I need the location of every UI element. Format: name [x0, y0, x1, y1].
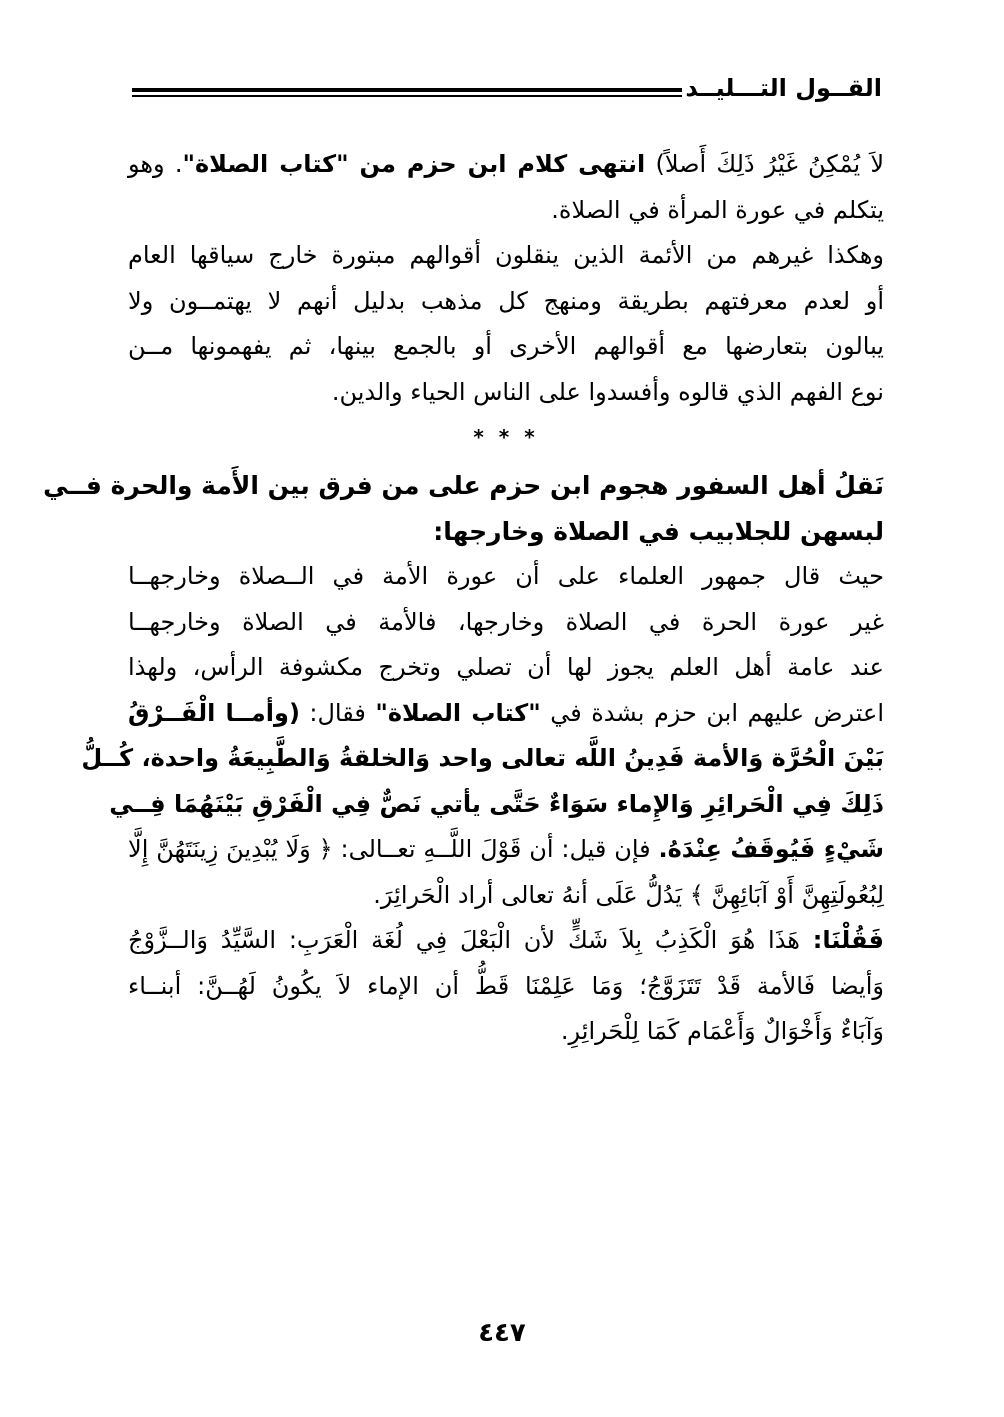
text-line	[128, 918, 884, 964]
running-title: القــول التـــليــد	[685, 74, 882, 102]
header-rule-thin	[132, 95, 682, 97]
text-line: وهكذا غيرهم من الأئمة الذين ينقلون أقوالهم مبتورة خارج سياقها العام	[128, 241, 884, 269]
text-line	[128, 691, 884, 737]
text-line: أو لعدم معرفتهم بطريقة ومنهج كل مذهب بدليل أنهم لا يهتمــون ولا	[128, 286, 884, 315]
text-span: فقال:	[299, 698, 376, 727]
page-number: ٤٤٧	[478, 1318, 526, 1348]
text-line: يتكلم في عورة المرأة في الصلاة.	[551, 195, 884, 224]
text-line: غير عورة الحرة في الصلاة وخارجها، فالأمة في الصلاة وخارجهــا	[128, 607, 884, 636]
paragraph-reply	[128, 918, 884, 1055]
text-span: اعترض عليهم ابن حزم بشدة في	[540, 698, 884, 727]
bold-quote: (وأمــا الْفَــرْقُ	[128, 698, 300, 727]
text-line: لِبُعُولَتِهِنَّ أَوْ آبَائِهِنَّ ﴾ يَدُلُّ عَلَى أنهُ تعالى أراد الْحَرائِرَ.	[373, 880, 884, 909]
bold-lead-word: فَقُلْنَا:	[812, 926, 884, 954]
section-heading	[43, 463, 884, 554]
text-line: وَأيضا فَالأمة قَدْ تَتَزَوَّجُ؛ وَمَا عَلِمْنَا قَطُّ أن الإماء لاَ يكُونُ لَهُــنَّ: أبنــاء	[128, 971, 884, 1000]
page-body	[43, 142, 885, 1055]
heading-line: لبسهن للجلابيب في الصلاة وخارجها:	[433, 516, 884, 546]
heading-line: نَقلُ أهل السفور هجوم ابن حزم على من فرق بين الأَمة والحرة فــي	[43, 471, 884, 500]
section-separator: * * *	[473, 425, 539, 449]
text-line: عند عامة أهل العلم يجوز لها أن تصلي وتخرج مكشوفة الرأس، ولهذا	[128, 653, 884, 681]
page-header	[130, 72, 882, 112]
header-double-rule	[342, 88, 682, 98]
text-line: حيث قال جمهور العلماء على أن عورة الأمة في الــصلاة وخارجهــا	[128, 562, 884, 590]
text-line: نوع الفهم الذي قالوه وأفسدوا على الناس الحياء والدين.	[331, 377, 884, 406]
text-span: لاَ يُمْكِنُ غَيْرُ ذَلِكَ أَصلاً)	[645, 150, 885, 178]
text-span: فإن قيل: أن قَوْلَ اللَّــهِ تعــالى: ﴿ وَلَا يُبْدِينَ زِينَتَهُنَّ إِلَّا	[128, 835, 659, 863]
bold-quote: انتهى كلام ابن حزم من "كتاب الصلاة"	[182, 150, 646, 178]
bold-quote-line: بَيْنَ الْحُرَّة وَالأمة فَدِينُ اللَّه تعالى واحد وَالخلقةُ وَالطَّبِيعَةُ واحدة، كُــلُّ	[81, 744, 884, 772]
bold-quote: شَيْءٍ فَيُوقَفُ عِنْدَهُ.	[658, 835, 885, 863]
bold-book-title: "كتاب الصلاة"	[375, 698, 541, 727]
bold-quote-line: ذَلِكَ فِي الْحَرائِرِ وَالإِماء سَوَاءٌ حَتَّى يأتي نَصٌّ فِي الْفَرْقِ بَيْنَهُمَا فِــي	[109, 789, 884, 818]
text-span: هَذَا هُوَ الْكَذِبُ بِلاَ شَكٍّ لأن الْبَعْلَ فِي لُغَة الْعَرَبِ: السَّيِّدُ وَالــزَّوْجُ	[128, 926, 813, 954]
paragraph-ibn-hazm	[81, 554, 885, 918]
text-span: . وهو	[128, 150, 183, 178]
paragraph-continuation	[128, 142, 884, 233]
text-line: يبالون بتعارضها مع أقوالهم الأخرى أو بالجمع بينها، ثم يفهمونها مــن	[128, 332, 884, 360]
paragraph-commentary	[128, 233, 884, 415]
text-line: وَآبَاءٌ وَأَخْوَالٌ وَأَعْمَام كَمَا لِلْحَرائِرِ.	[560, 1017, 884, 1045]
text-line	[128, 142, 884, 188]
text-line	[128, 827, 884, 873]
header-rule-thick	[132, 88, 682, 92]
